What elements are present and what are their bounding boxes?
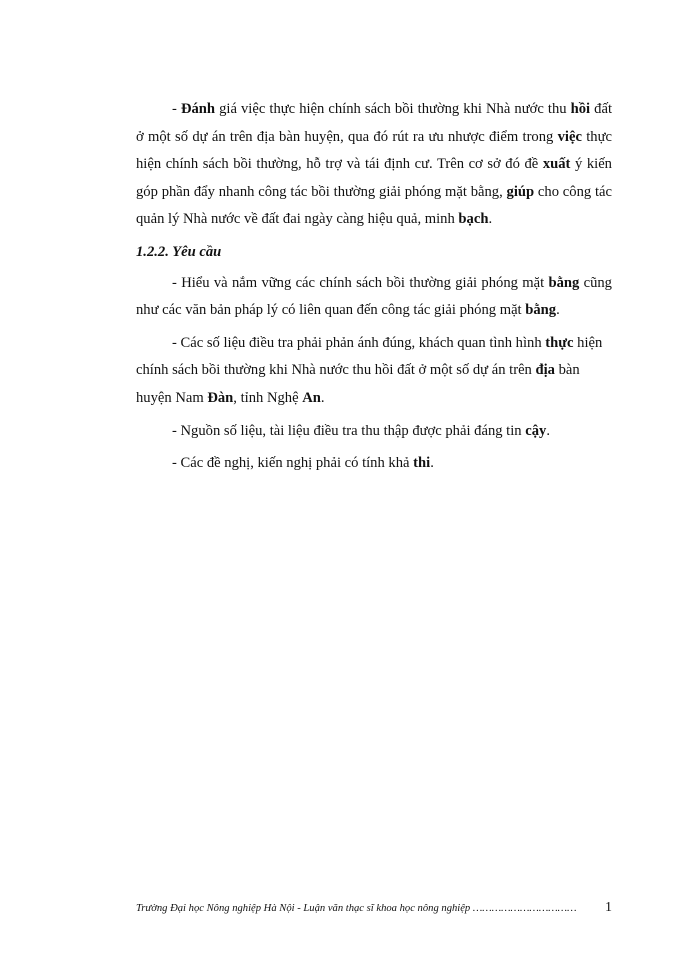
text-span: - Hiểu và nắm vững các chính sách bồi thường giải phóng mặt — [172, 274, 549, 291]
text-span: - Các đề nghị, kiến nghị phải có tính khả — [172, 455, 414, 472]
bold-span: xuất — [542, 156, 571, 173]
paragraph-requirement-2 — [136, 330, 612, 413]
text-span: cho công tác quản lý Nhà nước về đất đai ngày càng hiệu quả, minh — [136, 183, 612, 228]
bold-span: việc — [557, 128, 582, 145]
bold-span: giúp — [506, 183, 535, 200]
paragraph-requirement-1 — [136, 270, 612, 325]
bold-span: thực — [545, 334, 574, 351]
bold-span: bằng — [548, 274, 580, 291]
bold-span: bằng — [525, 302, 557, 319]
text-span: , tỉnh Nghệ — [233, 389, 303, 406]
text-span: bàn huyện Nam — [136, 362, 580, 406]
text-span: ý kiến góp phần đẩy nhanh công tác bồi thường giải phóng mặt bằng, — [136, 156, 612, 200]
text-span: . — [320, 389, 325, 406]
text-span: giá việc thực hiện chính sách bồi thường khi Nhà nước thu — [215, 101, 571, 117]
text-span: . — [556, 302, 560, 319]
page-content — [136, 96, 612, 483]
text-span: cũng như các văn bản pháp lý có liên quan đến công tác giải phóng mặt — [136, 274, 612, 319]
page-footer — [136, 900, 612, 920]
text-span: - Nguồn số liệu, tài liệu điều tra thu thập được phải đáng tin — [172, 422, 526, 439]
text-span: hiện chính sách bồi thường khi Nhà nước thu hồi đất ở một số dự án trên — [136, 334, 603, 379]
bold-span: Đàn — [207, 389, 234, 406]
bold-span: Đánh — [180, 101, 216, 117]
paragraph-objectives — [136, 96, 612, 234]
text-span: . — [430, 455, 434, 472]
paragraph-requirement-3 — [136, 418, 612, 446]
text-span: đất ở một số dự án trên địa bàn huyện, qua đó rút ra ưu nhược điểm trong — [136, 101, 613, 145]
text-span: - Các số liệu điều tra phải phản ánh đúng, khách quan tình hình — [172, 334, 546, 351]
bold-span: thi — [413, 455, 431, 472]
footer-text: Trường Đại học Nông nghiệp Hà Nội - Luận văn thạc sĩ khoa học nông nghiệp …………………………… — [136, 903, 577, 914]
text-span: - — [172, 101, 181, 117]
text-span: thực hiện chính sách bồi thường, hỗ trợ và tái định cư. Trên cơ sở đó đề — [136, 128, 612, 173]
page-number: 1 — [605, 900, 612, 915]
section-heading: 1.2.2. Yêu cầu — [136, 243, 222, 260]
text-span: . — [488, 211, 493, 228]
bold-span: bạch — [458, 211, 489, 228]
bold-span: An — [302, 389, 321, 406]
text-span: . — [546, 422, 550, 439]
paragraph-requirement-4 — [136, 450, 612, 478]
bold-span: hồi — [570, 101, 591, 117]
bold-span: địa — [535, 362, 555, 379]
bold-span: cậy — [525, 422, 547, 439]
